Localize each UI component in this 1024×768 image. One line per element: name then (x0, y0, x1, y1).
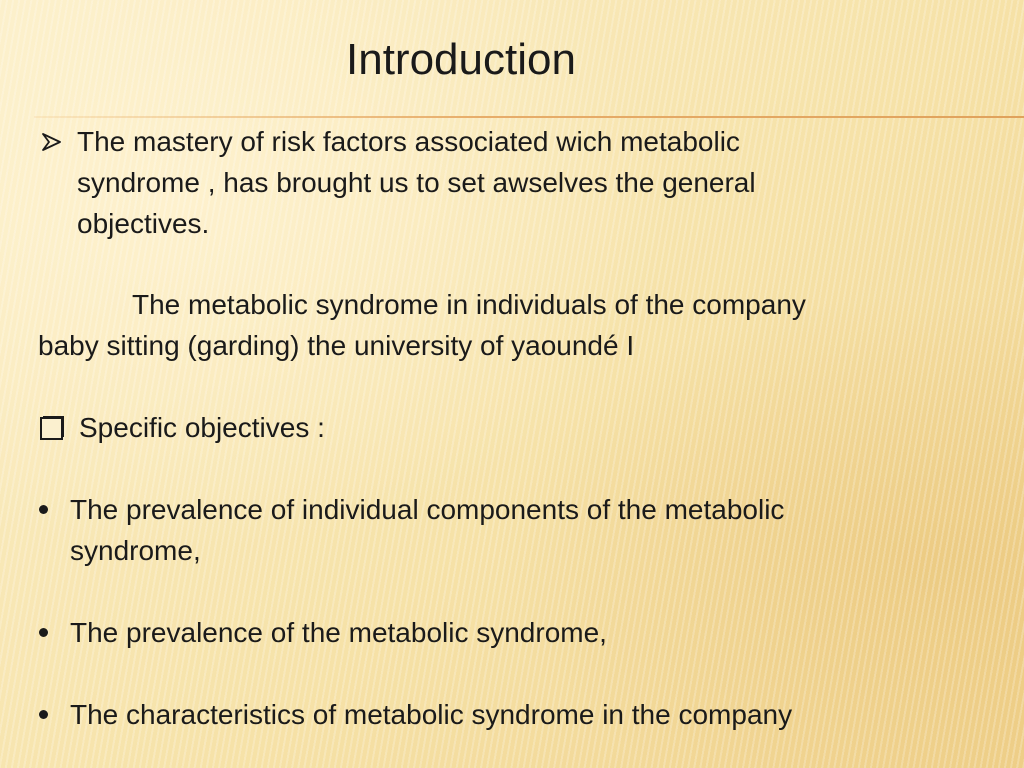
bullet-1-line-2: syndrome, (70, 535, 201, 566)
intro-line-1: The mastery of risk factors associated wich metabolic (77, 126, 740, 157)
general-objective-line-2: baby sitting (garding) the university of yaoundé I (38, 330, 635, 361)
checkbox-icon (40, 407, 68, 448)
bullet-2-line-1: The prevalence of the metabolic syndrome, (70, 617, 607, 648)
bullet-dot-icon (39, 505, 48, 514)
specific-objectives-heading: Specific objectives : (79, 412, 325, 443)
general-objective-line-1: The metabolic syndrome in individuals of the company (132, 289, 806, 320)
bullet-1-line-1: The prevalence of individual components of the metabolic (70, 494, 785, 525)
intro-line-2: syndrome , has brought us to set awselves the general (77, 167, 756, 198)
slide-title: Introduction (346, 35, 576, 84)
bullet-3-line-1: The characteristics of metabolic syndrome in the company (70, 699, 793, 730)
arrow-bullet-icon (40, 121, 64, 162)
bullet-dot-icon (39, 628, 48, 637)
title-divider (34, 116, 1024, 118)
intro-line-3: objectives. (77, 208, 210, 239)
bullet-dot-icon (39, 710, 48, 719)
